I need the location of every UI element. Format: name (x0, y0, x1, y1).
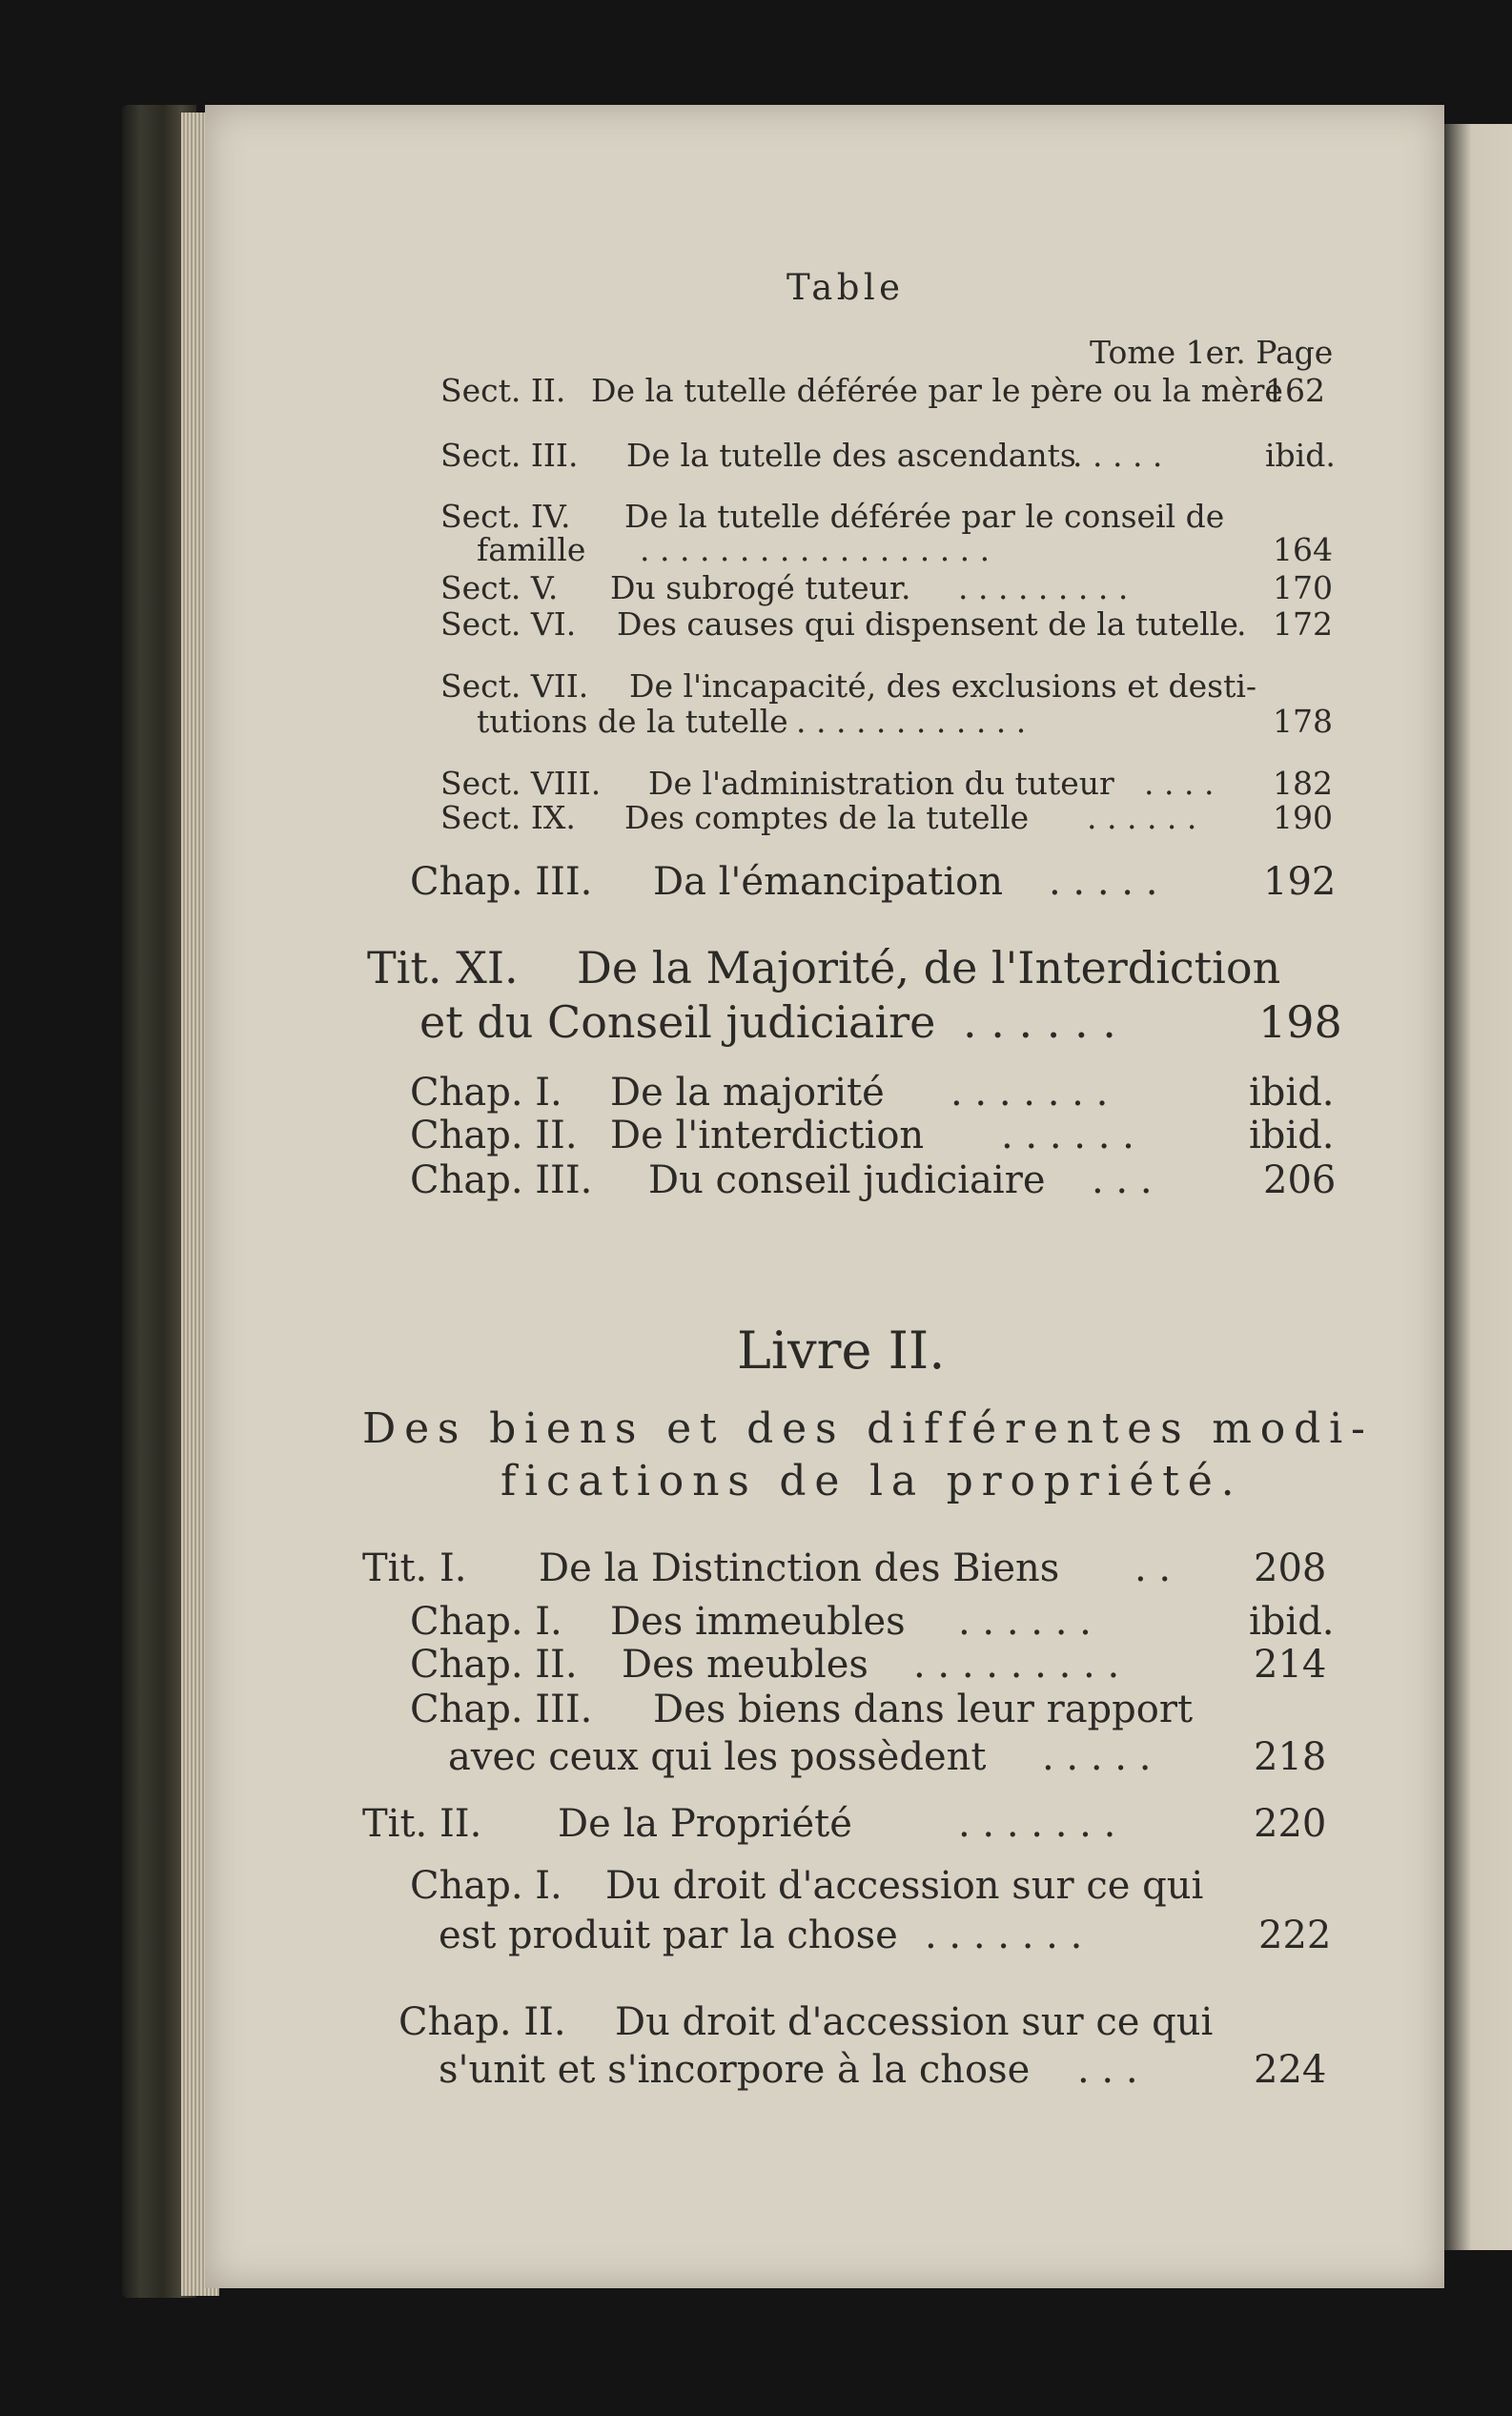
entry-label: Sect. VIII. (440, 765, 602, 802)
livre-heading: Livre II. (737, 1321, 946, 1381)
entry-leader: . . . . . . . (950, 1071, 1109, 1115)
entry-text: De la Distinction des Biens (539, 1546, 1060, 1590)
entry-label: Sect. V. (440, 569, 559, 606)
entry-leader: . . . . . . . . . . . . . . . . . . (640, 531, 991, 568)
livre-subtitle-2: fications de la propriété. (501, 1457, 1243, 1505)
page-title: Table (787, 267, 905, 308)
entry-page: 222 (1258, 1914, 1332, 1957)
column-header: Tome 1er. Page (1090, 334, 1334, 371)
entry-label: Tit. I. (362, 1546, 467, 1590)
entry-page: 172 (1273, 605, 1333, 643)
entry-page: 220 (1254, 1802, 1327, 1846)
entry-page: 190 (1273, 799, 1333, 836)
entry-text: De la tutelle déférée par le conseil de (624, 498, 1225, 535)
entry-text: Du droit d'accession sur ce qui (615, 2000, 1214, 2044)
entry-text: Da l'émancipation (653, 860, 1003, 904)
entry-text: Du droit d'accession sur ce qui (605, 1864, 1204, 1908)
entry-page: ibid. (1249, 1600, 1335, 1644)
entry-text: Des meubles (622, 1643, 868, 1687)
entry-leader: . . . . . . (1001, 1114, 1134, 1157)
entry-leader: . . . . . . . (958, 1802, 1116, 1846)
entry-page: 178 (1273, 703, 1333, 740)
entry-text-cont: est produit par la chose (439, 1914, 898, 1957)
entry-label: Chap. I. (410, 1071, 562, 1115)
entry-page: 206 (1263, 1158, 1337, 1202)
entry-text: Des immeubles (610, 1600, 906, 1644)
facing-page-edge (1444, 124, 1512, 2250)
entry-label: Chap. III. (410, 860, 593, 904)
entry-text: Des causes qui dispensent de la tutelle (617, 605, 1238, 643)
entry-text: De l'administration du tuteur (648, 765, 1114, 802)
entry-leader: . . . . . . . . . (913, 1643, 1120, 1687)
entry-label: Chap. III. (410, 1158, 593, 1202)
entry-page: 218 (1254, 1735, 1327, 1779)
entry-leader: . . . . . (1042, 1735, 1152, 1779)
book-page (205, 105, 1444, 2288)
entry-text: De l'interdiction (610, 1114, 925, 1157)
entry-label: Sect. VI. (440, 605, 577, 643)
entry-label: Sect. III. (440, 437, 579, 474)
entry-label: Sect. IX. (440, 799, 576, 836)
entry-leader: . . . . . (1073, 437, 1163, 474)
entry-text: De la tutelle des ascendants (626, 437, 1076, 474)
entry-label: Chap. II. (398, 2000, 566, 2044)
entry-label: Tit. XI. (367, 942, 519, 993)
entry-page: 214 (1254, 1643, 1327, 1687)
entry-label: Sect. VII. (440, 667, 589, 705)
entry-text: De la majorité (610, 1071, 885, 1115)
entry-text-cont: famille (477, 531, 586, 568)
entry-text: De l'incapacité, des exclusions et desti- (629, 667, 1257, 705)
entry-page: 224 (1254, 2048, 1327, 2092)
entry-text: Des biens dans leur rapport (653, 1688, 1194, 1731)
entry-label: Sect. II. (440, 372, 566, 409)
entry-page: ibid. (1249, 1114, 1335, 1157)
entry-leader: . . . . . . . . . (958, 569, 1129, 606)
entry-leader: . . . . . . (1087, 799, 1197, 836)
entry-text: De la Propriété (558, 1802, 852, 1846)
entry-label: Chap. II. (410, 1643, 578, 1687)
entry-label: Sect. IV. (440, 498, 571, 535)
entry-label: Chap. III. (410, 1688, 593, 1731)
entry-text: Du conseil judiciaire (648, 1158, 1046, 1202)
entry-page: 182 (1273, 765, 1333, 802)
entry-text: De la Majorité, de l'Interdiction (577, 942, 1281, 993)
entry-text-cont: tutions de la tutelle (477, 703, 788, 740)
entry-leader: . . . . . . (963, 996, 1116, 1048)
entry-page: 192 (1263, 860, 1337, 904)
entry-text: Des comptes de la tutelle (624, 799, 1030, 836)
entry-page: 170 (1273, 569, 1333, 606)
entry-text: De la tutelle déférée par le père ou la mère (591, 372, 1283, 409)
entry-page: 164 (1273, 531, 1333, 568)
entry-text-cont: s'unit et s'incorpore à la chose (439, 2048, 1031, 2092)
entry-label: Chap. II. (410, 1114, 578, 1157)
entry-leader: . . . (1077, 2048, 1138, 2092)
entry-leader: . . . . . . . . . . . . (796, 703, 1027, 740)
entry-page: ibid. (1265, 437, 1336, 474)
entry-label: Tit. II. (362, 1802, 482, 1846)
entry-page: 208 (1254, 1546, 1327, 1590)
entry-leader: . . . (1092, 1158, 1153, 1202)
entry-leader: . . . . (1144, 765, 1215, 802)
entry-leader: . . (1134, 1546, 1172, 1590)
entry-leader: . . . . . . . (925, 1914, 1083, 1957)
entry-leader: . . . . . (1049, 860, 1158, 904)
entry-text-cont: avec ceux qui les possèdent (448, 1735, 987, 1779)
entry-leader: . . . . . . (958, 1600, 1092, 1644)
entry-text: Du subrogé tuteur. (610, 569, 911, 606)
livre-subtitle-1: Des biens et des différentes modi- (362, 1404, 1374, 1453)
entry-page: ibid. (1249, 1071, 1335, 1115)
entry-label: Chap. I. (410, 1600, 562, 1644)
entry-label: Chap. I. (410, 1864, 562, 1908)
entry-page: 198 (1258, 996, 1342, 1048)
entry-leader: . (1236, 605, 1247, 643)
entry-text-cont: et du Conseil judiciaire (419, 996, 936, 1048)
entry-page: 162 (1265, 372, 1325, 409)
